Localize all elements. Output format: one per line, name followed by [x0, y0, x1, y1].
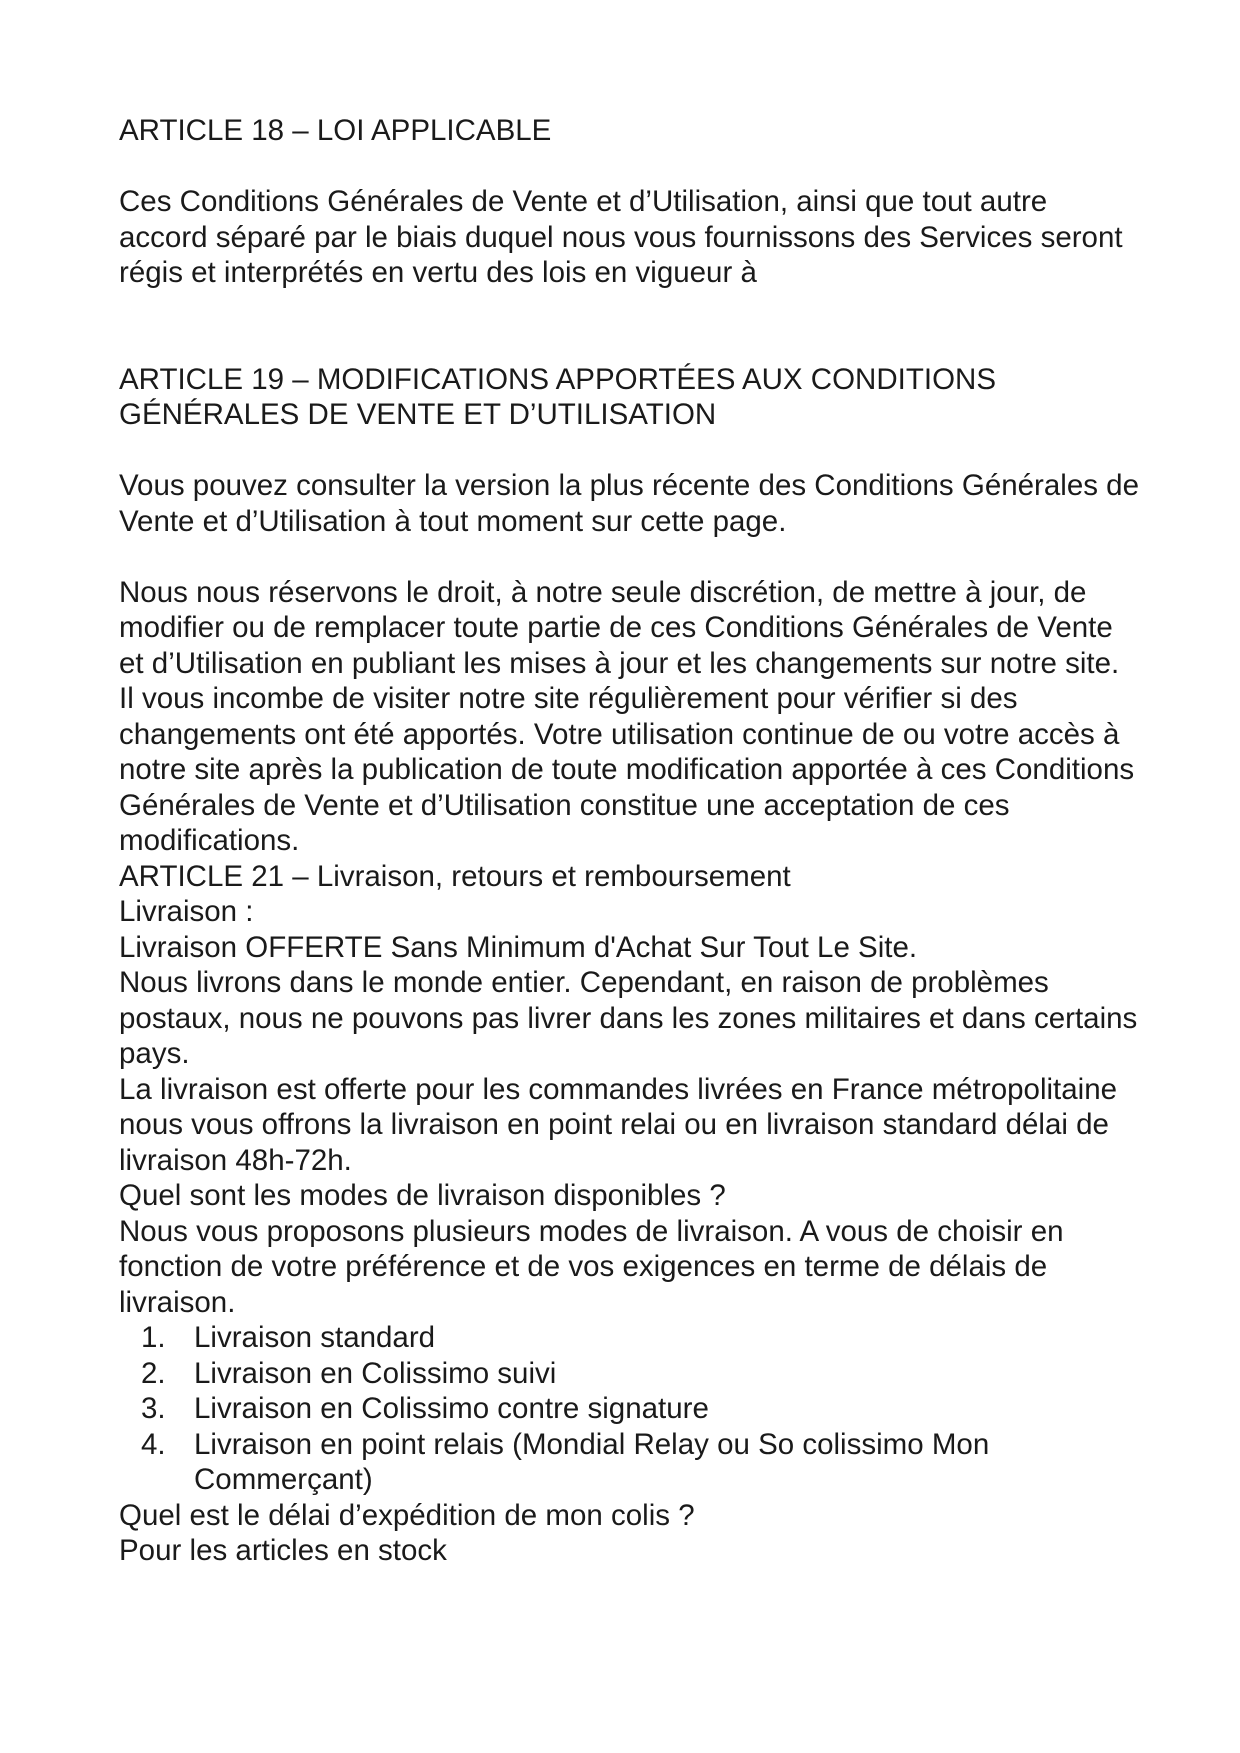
list-item [119, 1391, 1139, 1427]
list-item-number: 2. [141, 1356, 166, 1390]
delivery-modes-answer: Nous vous proposons plusieurs modes de livraison. A vous de choisir en fonction de votre préférence et de vos exigences en terme de délais de livraison. [119, 1214, 1064, 1319]
list-item [119, 1356, 1139, 1392]
article-19-paragraph-2: Nous nous réservons le droit, à notre seule discrétion, de mettre à jour, de modifier ou de remplacer toute partie de ces Conditions Générales de Vente et d’Utilisation en publiant les mises à jour et les changements sur notre site. Il vous incombe de visiter notre site régulièrement pour vérifier si des changements ont été apportés. Votre utilisation continue de ou votre accès à notre site après la publication de toute modification apportée à ces Conditions Générales de Vente et d’Utilisation constitue une acceptation de ces modifications. [119, 575, 1135, 857]
list-item-label: Livraison en Colissimo contre signature [194, 1392, 709, 1425]
shipping-delay-question: Quel est le délai d’expédition de mon colis ? [119, 1498, 695, 1532]
article-19-heading-line1: ARTICLE 19 – MODIFICATIONS APPORTÉES AUX CONDITIONS [119, 362, 997, 396]
list-item-label: Livraison en point relais (Mondial Relay ou So colissimo Mon Commerçant) [194, 1427, 990, 1496]
list-item-label: Livraison en Colissimo suivi [194, 1356, 557, 1390]
article-18-heading: ARTICLE 18 – LOI APPLICABLE [119, 114, 552, 147]
list-item-label: Livraison standard [194, 1321, 436, 1354]
spacer [119, 433, 1139, 469]
list-item-number: 1. [141, 1321, 166, 1354]
article-19-heading [119, 362, 1139, 433]
list-item-number: 3. [141, 1392, 166, 1425]
delivery-modes-list [119, 1320, 1139, 1498]
article-18-paragraph: Ces Conditions Générales de Vente et d’Utilisation, ainsi que tout autre accord séparé par le biais duquel nous vous fournissons des Services seront régis et interprétés en vertu des lois en vigueur à [119, 185, 1123, 289]
list-item [119, 1320, 1139, 1356]
list-item-number: 4. [141, 1427, 166, 1461]
spacer [119, 149, 1139, 185]
delivery-subheading: Livraison : [119, 895, 254, 928]
list-item [119, 1427, 1139, 1498]
spacer [119, 291, 1139, 362]
delivery-modes-question: Quel sont les modes de livraison disponibles ? [119, 1179, 726, 1212]
document-page [119, 113, 1139, 1569]
france-delivery-text: La livraison est offerte pour les commandes livrées en France métropolitaine nous vous offrons la livraison en point relai ou en livraison standard délai de livraison 48h-72h. [119, 1072, 1118, 1177]
article-21-heading: ARTICLE 21 – Livraison, retours et remboursement [119, 859, 791, 893]
article-19-paragraph-1: Vous pouvez consulter la version la plus récente des Conditions Générales de Vente et d’Utilisation à tout moment sur cette page. [119, 469, 1139, 538]
worldwide-delivery-text: Nous livrons dans le monde entier. Cependant, en raison de problèmes postaux, nous ne pouvons pas livrer dans les zones militaires et dans certains pays. [119, 966, 1138, 1070]
spacer [119, 539, 1139, 575]
article-19-heading-line2: GÉNÉRALES DE VENTE ET D’UTILISATION [119, 398, 717, 431]
shipping-delay-answer: Pour les articles en stock [119, 1534, 447, 1567]
free-delivery-offer: Livraison OFFERTE Sans Minimum d'Achat Sur Tout Le Site. [119, 930, 918, 964]
